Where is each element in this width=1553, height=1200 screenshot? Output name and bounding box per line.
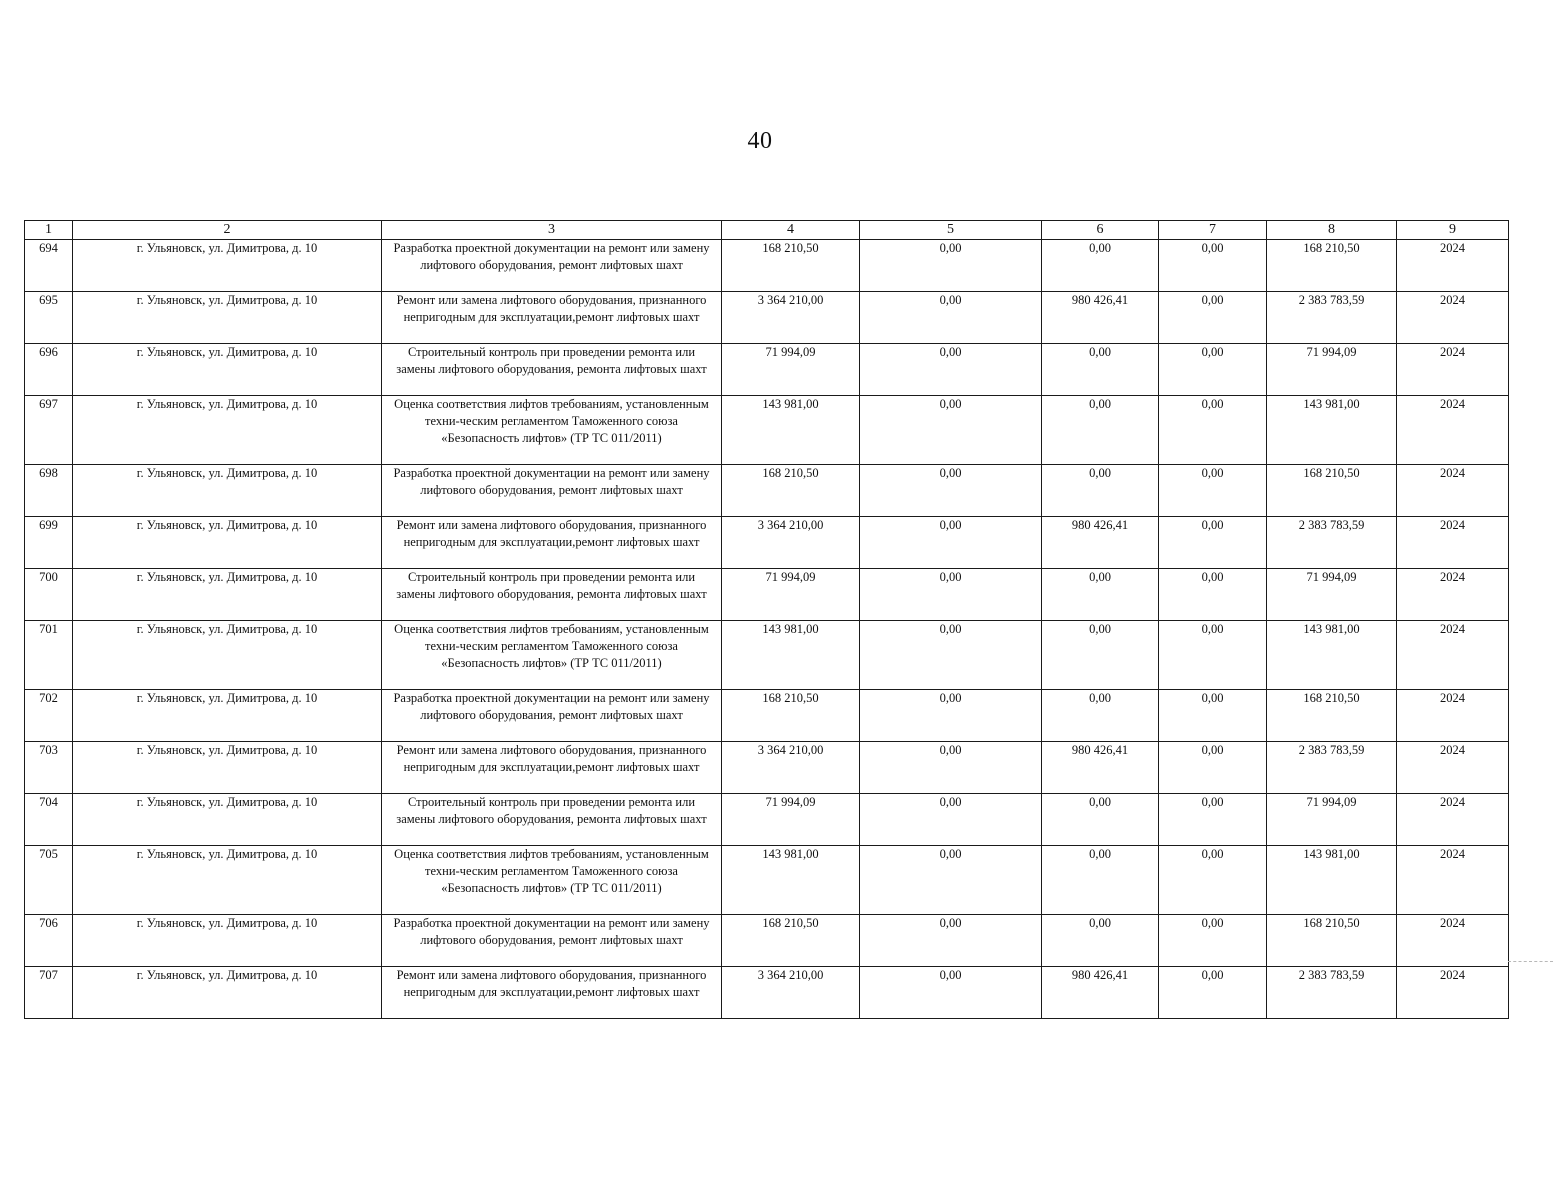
total-cost-cell: 168 210,50 — [722, 465, 860, 517]
column-header: 2 — [73, 221, 382, 240]
table-row — [25, 621, 1509, 690]
total-cost-cell: 71 994,09 — [722, 569, 860, 621]
column-6-cell: 980 426,41 — [1042, 292, 1159, 344]
column-6-cell: 0,00 — [1042, 396, 1159, 465]
row-number: 706 — [25, 915, 73, 967]
column-5-cell: 0,00 — [860, 621, 1042, 690]
address-cell: г. Ульяновск, ул. Димитрова, д. 10 — [73, 517, 382, 569]
column-8-cell: 143 981,00 — [1267, 621, 1397, 690]
column-6-cell: 0,00 — [1042, 569, 1159, 621]
column-7-cell: 0,00 — [1159, 915, 1267, 967]
page-number: 40 — [747, 128, 773, 154]
table-row — [25, 465, 1509, 517]
column-6-cell: 0,00 — [1042, 240, 1159, 292]
address-cell: г. Ульяновск, ул. Димитрова, д. 10 — [73, 915, 382, 967]
year-cell: 2024 — [1397, 344, 1509, 396]
year-cell: 2024 — [1397, 915, 1509, 967]
year-cell: 2024 — [1397, 794, 1509, 846]
column-header: 6 — [1042, 221, 1159, 240]
row-number: 705 — [25, 846, 73, 915]
column-6-cell: 0,00 — [1042, 846, 1159, 915]
column-header: 5 — [860, 221, 1042, 240]
column-6-cell: 0,00 — [1042, 465, 1159, 517]
column-8-cell: 168 210,50 — [1267, 240, 1397, 292]
year-cell: 2024 — [1397, 742, 1509, 794]
address-cell: г. Ульяновск, ул. Димитрова, д. 10 — [73, 396, 382, 465]
column-8-cell: 2 383 783,59 — [1267, 742, 1397, 794]
column-5-cell: 0,00 — [860, 517, 1042, 569]
address-cell: г. Ульяновск, ул. Димитрова, д. 10 — [73, 240, 382, 292]
total-cost-cell: 168 210,50 — [722, 240, 860, 292]
table-row — [25, 292, 1509, 344]
year-cell: 2024 — [1397, 846, 1509, 915]
table-row — [25, 967, 1509, 1019]
column-6-cell: 0,00 — [1042, 794, 1159, 846]
column-header: 7 — [1159, 221, 1267, 240]
column-7-cell: 0,00 — [1159, 396, 1267, 465]
column-7-cell: 0,00 — [1159, 292, 1267, 344]
total-cost-cell: 168 210,50 — [722, 915, 860, 967]
work-type-cell: Оценка соответствия лифтов требованиям, установленным техни-ческим регламентом Таможенного союза «Безопасность лифтов» (ТР ТС 011/2011) — [382, 396, 722, 465]
address-cell: г. Ульяновск, ул. Димитрова, д. 10 — [73, 465, 382, 517]
row-number: 707 — [25, 967, 73, 1019]
table-row — [25, 846, 1509, 915]
column-8-cell: 143 981,00 — [1267, 396, 1397, 465]
column-5-cell: 0,00 — [860, 794, 1042, 846]
address-cell: г. Ульяновск, ул. Димитрова, д. 10 — [73, 846, 382, 915]
column-7-cell: 0,00 — [1159, 344, 1267, 396]
work-type-cell: Разработка проектной документации на ремонт или замену лифтового оборудования, ремонт лифтовых шахт — [382, 465, 722, 517]
column-5-cell: 0,00 — [860, 240, 1042, 292]
table-row — [25, 690, 1509, 742]
column-7-cell: 0,00 — [1159, 465, 1267, 517]
total-cost-cell: 143 981,00 — [722, 621, 860, 690]
column-header: 4 — [722, 221, 860, 240]
row-number: 700 — [25, 569, 73, 621]
column-5-cell: 0,00 — [860, 742, 1042, 794]
address-cell: г. Ульяновск, ул. Димитрова, д. 10 — [73, 344, 382, 396]
address-cell: г. Ульяновск, ул. Димитрова, д. 10 — [73, 569, 382, 621]
work-type-cell: Разработка проектной документации на ремонт или замену лифтового оборудования, ремонт лифтовых шахт — [382, 915, 722, 967]
column-5-cell: 0,00 — [860, 967, 1042, 1019]
column-6-cell: 980 426,41 — [1042, 517, 1159, 569]
column-5-cell: 0,00 — [860, 465, 1042, 517]
total-cost-cell: 71 994,09 — [722, 794, 860, 846]
year-cell: 2024 — [1397, 569, 1509, 621]
year-cell: 2024 — [1397, 517, 1509, 569]
address-cell: г. Ульяновск, ул. Димитрова, д. 10 — [73, 794, 382, 846]
work-type-cell: Оценка соответствия лифтов требованиям, установленным техни-ческим регламентом Таможенного союза «Безопасность лифтов» (ТР ТС 011/2011) — [382, 846, 722, 915]
scan-artifact-line — [1508, 961, 1553, 962]
column-8-cell: 71 994,09 — [1267, 569, 1397, 621]
work-type-cell: Ремонт или замена лифтового оборудования, признанного непригодным для эксплуатации,ремонт лифтовых шахт — [382, 742, 722, 794]
column-8-cell: 168 210,50 — [1267, 465, 1397, 517]
total-cost-cell: 3 364 210,00 — [722, 292, 860, 344]
table-row — [25, 915, 1509, 967]
work-type-cell: Ремонт или замена лифтового оборудования, признанного непригодным для эксплуатации,ремонт лифтовых шахт — [382, 292, 722, 344]
work-type-cell: Строительный контроль при проведении ремонта или замены лифтового оборудования, ремонта лифтовых шахт — [382, 794, 722, 846]
row-number: 704 — [25, 794, 73, 846]
column-7-cell: 0,00 — [1159, 690, 1267, 742]
address-cell: г. Ульяновск, ул. Димитрова, д. 10 — [73, 621, 382, 690]
row-number: 701 — [25, 621, 73, 690]
year-cell: 2024 — [1397, 690, 1509, 742]
table-row — [25, 794, 1509, 846]
column-8-cell: 2 383 783,59 — [1267, 967, 1397, 1019]
work-type-cell: Разработка проектной документации на ремонт или замену лифтового оборудования, ремонт лифтовых шахт — [382, 690, 722, 742]
year-cell: 2024 — [1397, 292, 1509, 344]
header-row — [25, 221, 1509, 240]
column-8-cell: 168 210,50 — [1267, 915, 1397, 967]
column-header: 3 — [382, 221, 722, 240]
year-cell: 2024 — [1397, 240, 1509, 292]
table-row — [25, 569, 1509, 621]
column-7-cell: 0,00 — [1159, 240, 1267, 292]
column-6-cell: 980 426,41 — [1042, 967, 1159, 1019]
table-row — [25, 344, 1509, 396]
work-type-cell: Строительный контроль при проведении ремонта или замены лифтового оборудования, ремонта лифтовых шахт — [382, 569, 722, 621]
column-header: 1 — [25, 221, 73, 240]
table-row — [25, 240, 1509, 292]
row-number: 697 — [25, 396, 73, 465]
column-8-cell: 71 994,09 — [1267, 794, 1397, 846]
address-cell: г. Ульяновск, ул. Димитрова, д. 10 — [73, 742, 382, 794]
work-plan-table-wrapper — [24, 220, 1508, 1019]
table-body — [25, 240, 1509, 1019]
column-7-cell: 0,00 — [1159, 794, 1267, 846]
column-5-cell: 0,00 — [860, 915, 1042, 967]
year-cell: 2024 — [1397, 465, 1509, 517]
column-8-cell: 71 994,09 — [1267, 344, 1397, 396]
column-8-cell: 2 383 783,59 — [1267, 517, 1397, 569]
table-row — [25, 396, 1509, 465]
year-cell: 2024 — [1397, 396, 1509, 465]
column-header: 8 — [1267, 221, 1397, 240]
work-type-cell: Разработка проектной документации на ремонт или замену лифтового оборудования, ремонт лифтовых шахт — [382, 240, 722, 292]
column-7-cell: 0,00 — [1159, 621, 1267, 690]
work-type-cell: Строительный контроль при проведении ремонта или замены лифтового оборудования, ремонта лифтовых шахт — [382, 344, 722, 396]
address-cell: г. Ульяновск, ул. Димитрова, д. 10 — [73, 690, 382, 742]
column-7-cell: 0,00 — [1159, 569, 1267, 621]
row-number: 699 — [25, 517, 73, 569]
work-plan-table — [24, 220, 1509, 1019]
column-7-cell: 0,00 — [1159, 967, 1267, 1019]
column-7-cell: 0,00 — [1159, 517, 1267, 569]
total-cost-cell: 168 210,50 — [722, 690, 860, 742]
column-6-cell: 980 426,41 — [1042, 742, 1159, 794]
row-number: 695 — [25, 292, 73, 344]
column-5-cell: 0,00 — [860, 846, 1042, 915]
column-7-cell: 0,00 — [1159, 742, 1267, 794]
column-5-cell: 0,00 — [860, 690, 1042, 742]
year-cell: 2024 — [1397, 967, 1509, 1019]
total-cost-cell: 143 981,00 — [722, 396, 860, 465]
column-6-cell: 0,00 — [1042, 344, 1159, 396]
table-row — [25, 742, 1509, 794]
year-cell: 2024 — [1397, 621, 1509, 690]
column-5-cell: 0,00 — [860, 344, 1042, 396]
row-number: 703 — [25, 742, 73, 794]
column-8-cell: 143 981,00 — [1267, 846, 1397, 915]
column-7-cell: 0,00 — [1159, 846, 1267, 915]
row-number: 698 — [25, 465, 73, 517]
total-cost-cell: 3 364 210,00 — [722, 967, 860, 1019]
row-number: 702 — [25, 690, 73, 742]
column-5-cell: 0,00 — [860, 569, 1042, 621]
total-cost-cell: 143 981,00 — [722, 846, 860, 915]
column-6-cell: 0,00 — [1042, 621, 1159, 690]
column-8-cell: 168 210,50 — [1267, 690, 1397, 742]
column-5-cell: 0,00 — [860, 292, 1042, 344]
total-cost-cell: 3 364 210,00 — [722, 517, 860, 569]
work-type-cell: Оценка соответствия лифтов требованиям, установленным техни-ческим регламентом Таможенного союза «Безопасность лифтов» (ТР ТС 011/2011) — [382, 621, 722, 690]
column-5-cell: 0,00 — [860, 396, 1042, 465]
total-cost-cell: 71 994,09 — [722, 344, 860, 396]
work-type-cell: Ремонт или замена лифтового оборудования, признанного непригодным для эксплуатации,ремонт лифтовых шахт — [382, 517, 722, 569]
column-header: 9 — [1397, 221, 1509, 240]
row-number: 694 — [25, 240, 73, 292]
row-number: 696 — [25, 344, 73, 396]
address-cell: г. Ульяновск, ул. Димитрова, д. 10 — [73, 292, 382, 344]
table-row — [25, 517, 1509, 569]
total-cost-cell: 3 364 210,00 — [722, 742, 860, 794]
column-6-cell: 0,00 — [1042, 690, 1159, 742]
work-type-cell: Ремонт или замена лифтового оборудования, признанного непригодным для эксплуатации,ремонт лифтовых шахт — [382, 967, 722, 1019]
column-8-cell: 2 383 783,59 — [1267, 292, 1397, 344]
column-6-cell: 0,00 — [1042, 915, 1159, 967]
address-cell: г. Ульяновск, ул. Димитрова, д. 10 — [73, 967, 382, 1019]
